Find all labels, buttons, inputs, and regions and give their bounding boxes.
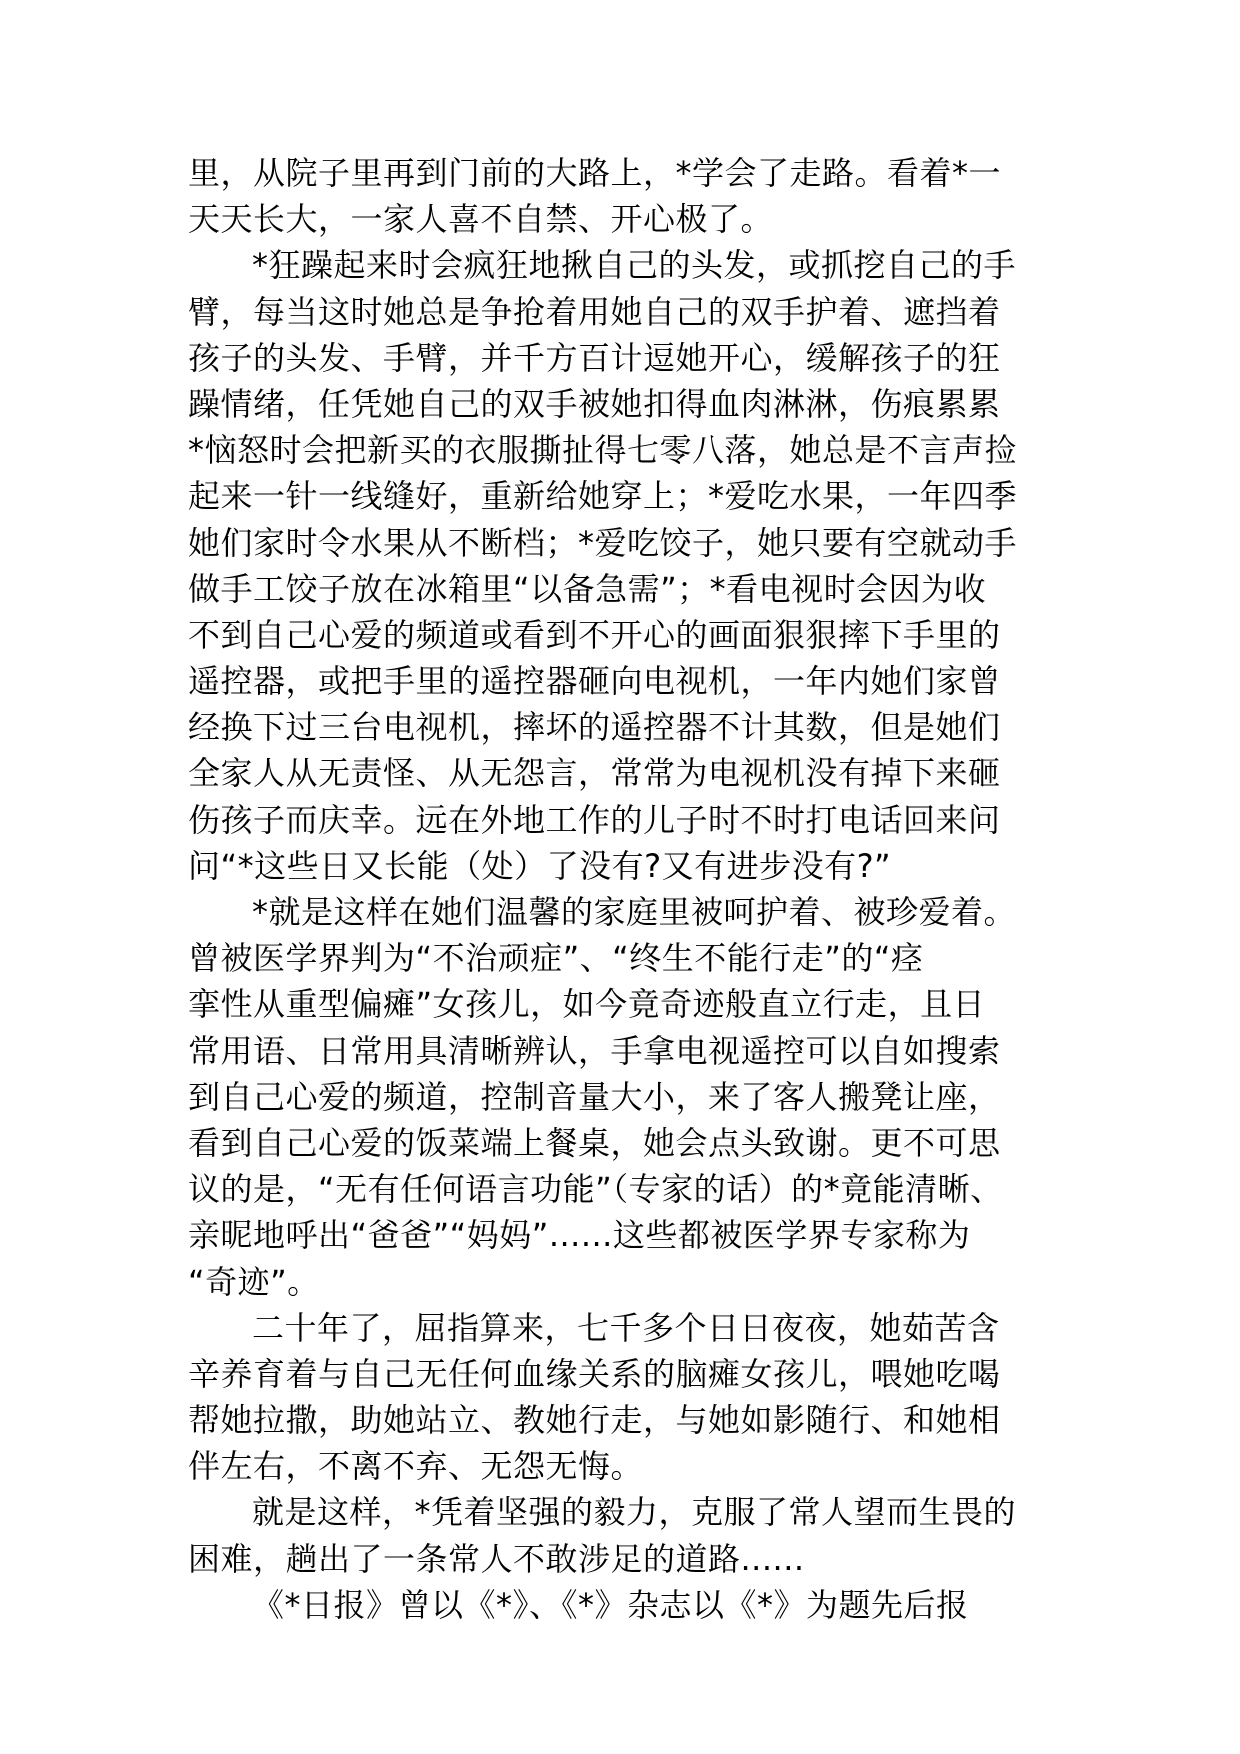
text-line: 起来一针一线缝好，重新给她穿上；*爱吃水果，一年四季 [188, 477, 1018, 516]
text-line: 到自己心爱的频道，控制音量大小，来了客人搬凳让座， [188, 1077, 1001, 1116]
text-line: 议的是，“无有任何语言功能”（专家的话）的*竟能清晰、 [188, 1170, 1003, 1209]
text-line: *就是这样在她们温馨的家庭里被呵护着、被珍爱着。 [252, 893, 1017, 931]
text-line: 里，从院子里再到门前的大路上，*学会了走路。看着*一 [188, 154, 1002, 192]
text-line: *狂躁起来时会疯狂地揪自己的头发，或抓挖自己的手 [252, 246, 1017, 285]
text-line: 就是这样，*凭着坚强的毅力，克服了常人望而生畏的 [252, 1493, 1017, 1532]
text-line: 问“*这些日又长能（处）了没有?又有进步没有?” [188, 846, 892, 885]
text-line: 曾被医学界判为“不治顽症”、“终生不能行走”的“痉 [188, 939, 924, 978]
text-line: 臂，每当这时她总是争抢着用她自己的双手护着、遮挡着 [188, 292, 1001, 331]
text-line: 二十年了，屈指算来，七千多个日日夜夜，她茹苦含 [252, 1308, 1000, 1347]
text-line: “奇迹”。 [188, 1262, 320, 1301]
text-line: 看到自己心爱的饭菜端上餐桌，她会点头致谢。更不可思 [188, 1123, 1001, 1162]
text-line: 帮她拉撒，助她站立、教她行走，与她如影随行、和她相 [188, 1401, 1001, 1440]
text-line: 全家人从无责怪、从无怨言，常常为电视机没有掉下来砸 [188, 754, 1001, 793]
text-line: 遥控器，或把手里的遥控器砸向电视机，一年内她们家曾 [188, 662, 1001, 701]
text-line: 孩子的头发、手臂，并千方百计逗她开心，缓解孩子的狂 [188, 338, 1001, 377]
text-line: 《*日报》曾以《*》、《*》杂志以《*》为题先后报 [252, 1585, 969, 1624]
text-line: 伴左右，不离不弃、无怨无悔。 [188, 1447, 644, 1486]
text-line: 不到自己心爱的频道或看到不开心的画面狠狠摔下手里的 [188, 615, 1001, 654]
text-line: 伤孩子而庆幸。远在外地工作的儿子时不时打电话回来问 [188, 800, 1001, 839]
text-line: *恼怒时会把新买的衣服撕扯得七零八落，她总是不言声捡 [188, 431, 1018, 470]
text-line: 亲昵地呼出“爸爸”“妈妈”......这些都被医学界专家称为 [188, 1216, 971, 1255]
text-line: 挛性从重型偏瘫”女孩儿，如今竟奇迹般直立行走，且日 [188, 985, 986, 1024]
text-line: 躁情绪，任凭她自己的双手被她扣得血肉淋淋，伤痕累累 [188, 384, 1001, 423]
text-line: 她们家时令水果从不断档；*爱吃饺子，她只要有空就动手 [188, 523, 1018, 562]
text-line: 辛养育着与自己无任何血缘关系的脑瘫女孩儿，喂她吃喝 [188, 1354, 1001, 1393]
body-text [188, 150, 1058, 1628]
text-line: 天天长大，一家人喜不自禁、开心极了。 [188, 200, 774, 239]
text-line: 经换下过三台电视机，摔坏的遥控器不计其数，但是她们 [188, 708, 1001, 747]
text-line: 做手工饺子放在冰箱里“以备急需”；*看电视时会因为收 [188, 569, 987, 608]
text-line: 常用语、日常用具清晰辨认，手拿电视遥控可以自如搜索 [188, 1031, 1001, 1070]
text-line: 困难，趟出了一条常人不敢涉足的道路...... [188, 1539, 805, 1578]
